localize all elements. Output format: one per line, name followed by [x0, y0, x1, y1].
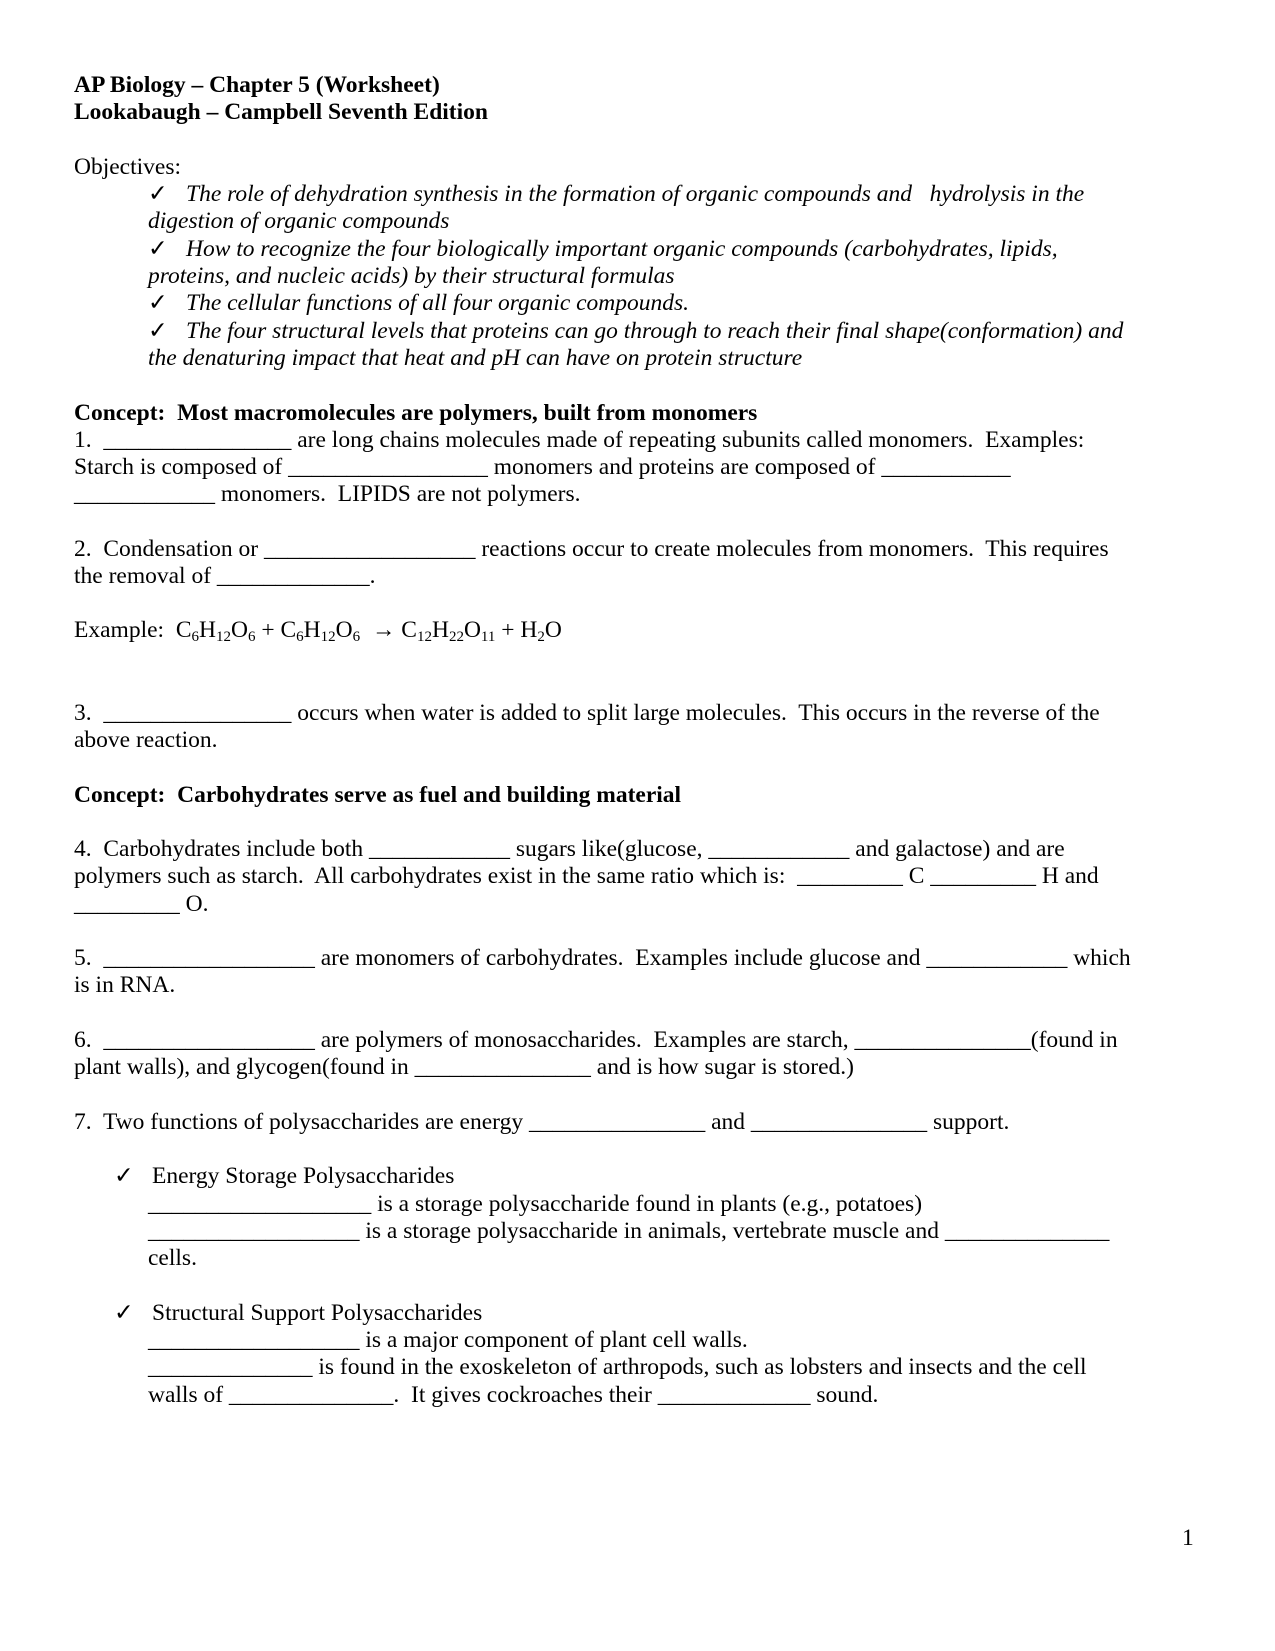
question-6-line: 6. __________________ are polymers of monosaccharides. Examples are starch, _______________(found in	[74, 1027, 1118, 1053]
energy-storage-line: cells.	[148, 1245, 197, 1271]
question-4-line: polymers such as starch. All carbohydrates exist in the same ratio which is: _________ C _________ H and	[74, 863, 1099, 889]
energy-storage-line: __________________ is a storage polysaccharide in animals, vertebrate muscle and ______________	[148, 1218, 1110, 1244]
structural-support-line: ______________ is found in the exoskeleton of arthropods, such as lobsters and insects and the cell	[148, 1354, 1087, 1380]
objective-continuation: the denaturing impact that heat and pH can have on protein structure	[148, 345, 803, 371]
objective-item: ✓ The cellular functions of all four organic compounds.	[148, 290, 690, 316]
question-2-line: 2. Condensation or __________________ reactions occur to create molecules from monomers. This requires	[74, 536, 1109, 562]
question-5-line: 5. __________________ are monomers of carbohydrates. Examples include glucose and ____________ which	[74, 945, 1131, 971]
check-icon: ✓	[148, 236, 168, 262]
question-2-line: the removal of _____________.	[74, 563, 376, 589]
question-5-line: is in RNA.	[74, 972, 176, 998]
structural-support-line: walls of ______________. It gives cockroaches their _____________ sound.	[148, 1382, 879, 1408]
objective-item: ✓ The role of dehydration synthesis in the formation of organic compounds and hydrolysis in the	[148, 181, 1085, 207]
objective-item: ✓ How to recognize the four biologically important organic compounds (carbohydrates, lipids,	[148, 236, 1058, 262]
concept-heading: Concept: Most macromolecules are polymers, built from monomers	[74, 400, 758, 426]
check-icon: ✓	[114, 1300, 134, 1326]
question-1-line: 1. ________________ are long chains molecules made of repeating subunits called monomers. Examples:	[74, 427, 1085, 453]
check-icon: ✓	[148, 290, 168, 316]
objective-continuation: proteins, and nucleic acids) by their structural formulas	[148, 263, 675, 289]
objectives-label: Objectives:	[74, 154, 182, 180]
question-4-line: 4. Carbohydrates include both ____________ sugars like(glucose, ____________ and galactose) and are	[74, 836, 1065, 862]
structural-support-heading: ✓ Structural Support Polysaccharides	[114, 1300, 483, 1326]
worksheet-title: AP Biology – Chapter 5 (Worksheet)	[74, 72, 440, 98]
structural-support-line: __________________ is a major component of plant cell walls.	[148, 1327, 748, 1353]
question-1-line: Starch is composed of _________________ monomers and proteins are composed of ___________	[74, 454, 1011, 480]
question-3-line: above reaction.	[74, 727, 218, 753]
question-1-line: ____________ monomers. LIPIDS are not polymers.	[74, 481, 581, 507]
energy-storage-heading: ✓ Energy Storage Polysaccharides	[114, 1163, 455, 1189]
page-number: 1	[1182, 1525, 1194, 1551]
energy-storage-line: ___________________ is a storage polysaccharide found in plants (e.g., potatoes)	[148, 1191, 923, 1217]
question-4-line: _________ O.	[74, 891, 209, 917]
concept-heading: Concept: Carbohydrates serve as fuel and building material	[74, 782, 682, 808]
objective-continuation: digestion of organic compounds	[148, 208, 450, 234]
question-6-line: plant walls), and glycogen(found in _______________ and is how sugar is stored.)	[74, 1054, 854, 1080]
question-7-line: 7. Two functions of polysaccharides are energy _______________ and _______________ support.	[74, 1109, 1010, 1135]
worksheet-subtitle: Lookabaugh – Campbell Seventh Edition	[74, 99, 488, 125]
check-icon: ✓	[114, 1163, 134, 1189]
check-icon: ✓	[148, 318, 168, 344]
objective-item: ✓ The four structural levels that proteins can go through to reach their final shape(conformation) and	[148, 318, 1124, 344]
question-3-line: 3. ________________ occurs when water is added to split large molecules. This occurs in the reverse of the	[74, 700, 1100, 726]
check-icon: ✓	[148, 181, 168, 207]
example-equation: Example: $C_6H_{12}O_6 + C_6H_{12}O_6 \to C_{12}H_{22}O_{11} + H_2O$	[74, 617, 562, 645]
